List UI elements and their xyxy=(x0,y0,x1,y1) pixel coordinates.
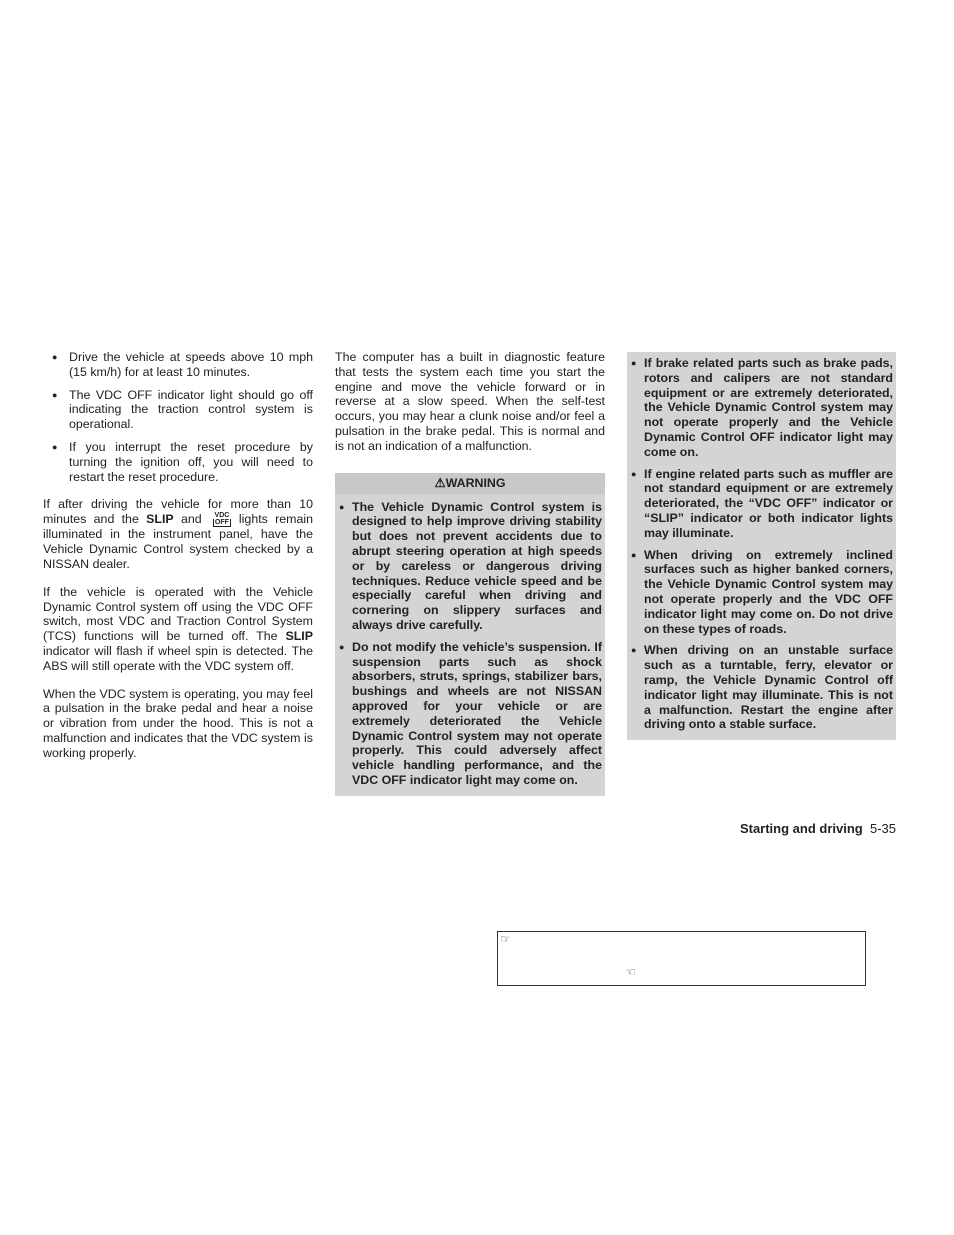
icon-text: OFF xyxy=(214,519,229,527)
list-item: ● Drive the vehicle at speeds above 10 mph (15 km/h) for at least 10 minutes. xyxy=(43,350,313,380)
section-title: Starting and driving xyxy=(739,821,863,836)
list-item: ● If engine related parts such as muffler are not standard equipment or are extremely deteriorated, the “VDC OFF” indicator or “SLIP” indicator or both indicator lights may illuminate. xyxy=(627,467,896,541)
list-item: ● When driving on extremely inclined surfaces such as higher banked corners, the Vehicle Dynamic Control system may not operate properly and the VDC OFF indicator light may come on. Do not drive on these types of roads. xyxy=(627,548,896,637)
slip-label: SLIP xyxy=(146,512,174,527)
warning-box xyxy=(335,473,605,796)
paragraph xyxy=(43,497,313,571)
page-number: 5-35 xyxy=(869,821,896,836)
warning-header xyxy=(335,473,605,494)
warning-list xyxy=(335,500,605,788)
icon-text: VDC xyxy=(214,512,230,520)
list-item: ● The VDC OFF indicator light should go off indicating the traction control system is operational. xyxy=(43,388,313,432)
navigation-box xyxy=(497,931,866,986)
text: lights remain illuminated in the instrument panel, have the Vehicle Dynamic Control system checked by a NISSAN dealer. xyxy=(43,512,313,571)
vdc-off-icon xyxy=(213,512,231,527)
list-item: ● When driving on an unstable surface such as a turntable, ferry, elevator or ramp, the Vehicle Dynamic Control off indicator light may illuminate. This is not a malfunction. Restart the engine after driving onto a stable surface. xyxy=(627,643,896,732)
text: and xyxy=(180,512,202,527)
paragraph xyxy=(43,585,313,674)
previous-page-hand-icon[interactable]: ☜ xyxy=(625,965,636,979)
text: If after driving the vehicle for more than 10 minutes and the xyxy=(43,497,313,527)
warning-icon: ⚠ xyxy=(434,475,446,490)
list-item: ● Do not modify the vehicle’s suspension. If suspension parts such as shock absorbers, struts, springs, stabilizer bars, bushings and wheels are not NISSAN approved for your vehicle or are extremely deteriorated the Vehicle Dynamic Control system may not operate properly. This could adversely affect vehicle handling performance, and the VDC OFF indicator light may come on. xyxy=(335,640,605,788)
right-warning-box xyxy=(627,352,896,740)
reset-steps-list xyxy=(43,350,313,484)
left-column xyxy=(43,350,313,774)
middle-column xyxy=(335,350,605,796)
text: If the vehicle is operated with the Vehicle Dynamic Control system off using the VDC OFF switch, most VDC and Traction Control System (TCS) functions will be turned off. The xyxy=(43,584,313,644)
list-item: ● The Vehicle Dynamic Control system is designed to help improve driving stability but does not prevent accidents due to abrupt steering operation at high speeds or by careless or dangerous driving techniques. Reduce vehicle speed and be especially careful when driving and cornering on slippery surfaces and always drive carefully. xyxy=(335,500,605,633)
warning-list xyxy=(627,356,896,732)
text: indicator will flash if wheel spin is detected. The ABS will still operate with the VDC system off. xyxy=(43,643,313,673)
next-page-hand-icon[interactable]: ☞ xyxy=(500,932,511,946)
list-item: ● If brake related parts such as brake pads, rotors and calipers are not standard equipment or are extremely deteriorated, the Vehicle Dynamic Control system may not operate properly and the Vehicle Dynamic Control OFF indicator light may come on. xyxy=(627,356,896,460)
paragraph: When the VDC system is operating, you may feel a pulsation in the brake pedal and hear a noise or vibration from under the hood. This is not a malfunction and indicates that the VDC system is working properly. xyxy=(43,686,313,760)
page-footer xyxy=(740,822,896,837)
warning-title: WARNING xyxy=(445,475,506,490)
slip-label: SLIP xyxy=(285,629,313,644)
paragraph: The computer has a built in diagnostic feature that tests the system each time you start the engine and move the vehicle forward or in reverse at a slow speed. When the self-test occurs, you may hear a clunk noise and/or feel a pulsation in the brake pedal. This is normal and is not an indication of a malfunction. xyxy=(335,350,605,453)
list-item: ● If you interrupt the reset procedure by turning the ignition off, you will need to restart the reset procedure. xyxy=(43,440,313,484)
